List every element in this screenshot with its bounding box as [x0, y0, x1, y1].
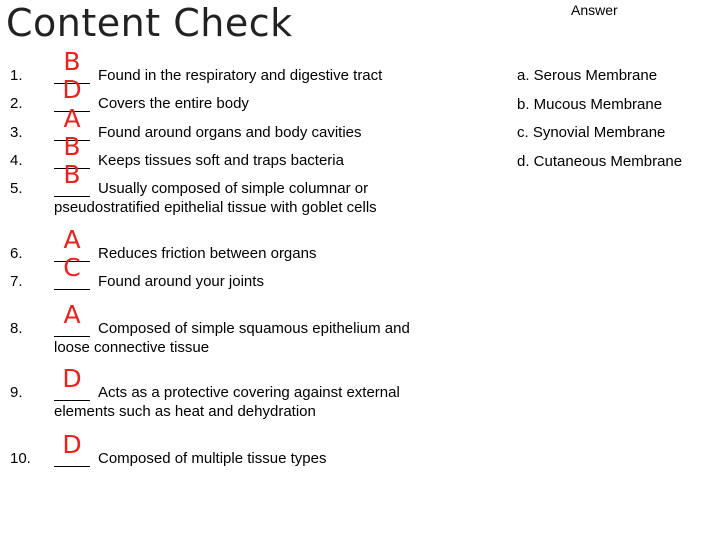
- question-text: Found around your joints: [98, 273, 264, 290]
- answer-letter: A: [63, 104, 81, 133]
- answer-letter: D: [62, 364, 82, 393]
- answer-letter: C: [63, 253, 81, 282]
- question-text: Found in the respiratory and digestive tract: [98, 67, 383, 84]
- answer-letter: A: [63, 300, 81, 329]
- question-number: 5.: [10, 180, 23, 197]
- question-number: 4.: [10, 152, 23, 169]
- question-number: 10.: [10, 450, 31, 467]
- question-text: Reduces friction between organs: [98, 245, 317, 262]
- choice-a: a. Serous Membrane: [517, 67, 658, 84]
- question-text: Composed of simple squamous epithelium and loose connective tissue: [54, 320, 410, 356]
- answer-letter: B: [63, 47, 81, 76]
- answer-letter: D: [62, 430, 82, 459]
- question-number: 3.: [10, 124, 23, 141]
- question-number: 2.: [10, 95, 23, 112]
- answer-letter: A: [63, 225, 81, 254]
- answer-heading: Answer: [571, 2, 618, 18]
- question-number: 1.: [10, 67, 23, 84]
- question-text: Usually composed of simple columnar or pseudostratified epithelial tissue with goblet cells: [54, 180, 377, 216]
- question-text: Keeps tissues soft and traps bacteria: [98, 152, 344, 169]
- question-text: Composed of multiple tissue types: [98, 450, 327, 467]
- answer-letter: B: [63, 160, 81, 189]
- question-text: Found around organs and body cavities: [98, 124, 362, 141]
- question-number: 7.: [10, 273, 23, 290]
- choice-b: b. Mucous Membrane: [517, 95, 663, 113]
- question-text: Acts as a protective covering against external elements such as heat and dehydration: [54, 384, 400, 420]
- choice-d: d. Cutaneous Membrane: [517, 152, 683, 170]
- answer-choices: [517, 66, 682, 180]
- question-number: 8.: [10, 320, 23, 337]
- question-text: Covers the entire body: [98, 95, 249, 112]
- page-title: Content Check: [6, 1, 293, 45]
- question-number: 6.: [10, 245, 23, 262]
- choice-c: c. Synovial Membrane: [517, 124, 666, 141]
- answer-letter: B: [63, 132, 81, 161]
- question-number: 9.: [10, 384, 23, 401]
- answer-letter: D: [62, 75, 82, 104]
